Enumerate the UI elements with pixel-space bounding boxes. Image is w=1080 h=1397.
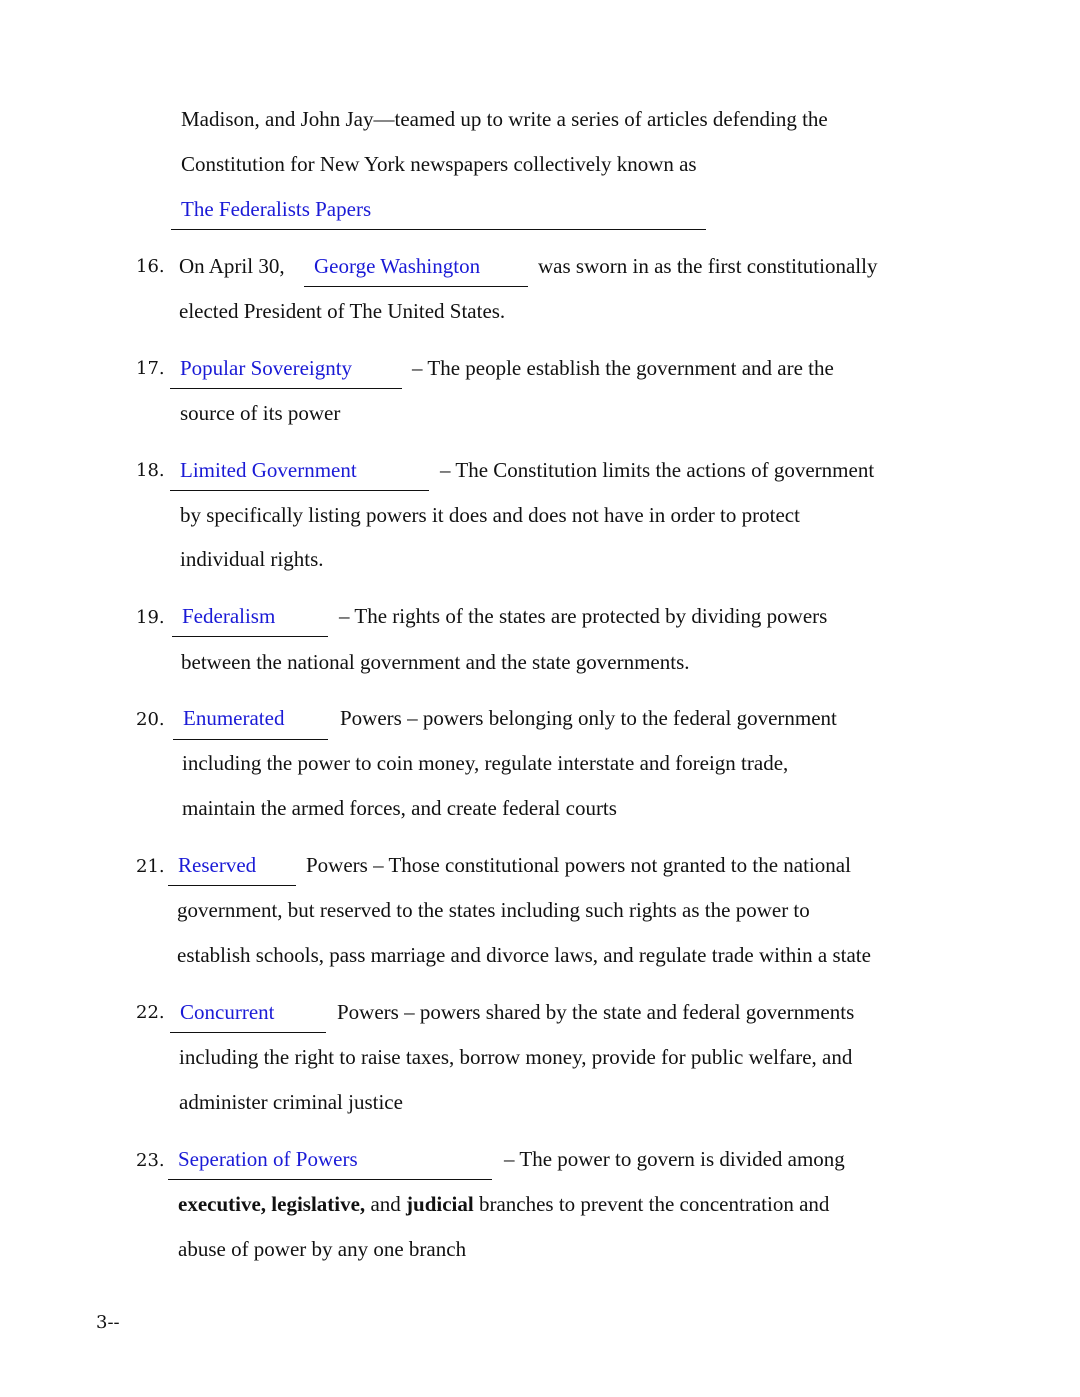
item-17-underline (170, 388, 402, 389)
item-23-underline (168, 1179, 492, 1180)
item-18-line-3: individual rights. (180, 547, 324, 571)
item-17-number: 17. (136, 358, 165, 379)
item-20-line-2: including the power to coin money, regulate interstate and foreign trade, (182, 751, 789, 775)
item-17-answer: Popular Sovereignty (180, 356, 353, 380)
item-16-number: 16. (136, 256, 165, 277)
item-23-bold-judicial: judicial (406, 1192, 474, 1216)
item-18-number: 18. (136, 460, 165, 481)
intro-line-2: Constitution for New York newspapers collectively known as (181, 152, 697, 176)
item-21-underline (168, 885, 296, 886)
item-18-line-2: by specifically listing powers it does and does not have in order to protect (180, 503, 800, 527)
item-18-answer: Limited Government (180, 458, 357, 482)
item-21-answer: Reserved (178, 853, 257, 877)
item-23-answer: Seperation of Powers (178, 1147, 358, 1171)
item-23-bold-executive-legislative: executive, legislative, (178, 1192, 366, 1216)
item-23-rest: branches to prevent the concentration and (478, 1192, 830, 1216)
item-23-after: – The power to govern is divided among (504, 1147, 845, 1171)
item-22-line-3: administer criminal justice (179, 1090, 403, 1114)
item-19-number: 19. (136, 607, 165, 628)
intro-line-1: Madison, and John Jay—teamed up to write a series of articles defending the (181, 107, 828, 131)
item-19-underline (172, 636, 328, 637)
item-20-number: 20. (136, 709, 165, 730)
item-23-line-3: abuse of power by any one branch (178, 1237, 467, 1261)
item-23-and: and (370, 1192, 401, 1216)
item-22-answer: Concurrent (180, 1000, 275, 1024)
item-16-pre: On April 30, (179, 254, 285, 278)
item-19-answer: Federalism (182, 604, 276, 628)
item-16-after: was sworn in as the first constitutionally (538, 254, 878, 278)
item-20-answer: Enumerated (183, 706, 285, 730)
item-20-after: Powers – powers belonging only to the federal government (340, 706, 837, 730)
item-16-answer: George Washington (314, 254, 481, 278)
item-21-number: 21. (136, 856, 165, 877)
item-21-after: Powers – Those constitutional powers not granted to the national (306, 853, 851, 877)
item-16-line-2: elected President of The United States. (179, 299, 506, 323)
item-16-underline (304, 286, 528, 287)
item-22-after: Powers – powers shared by the state and federal governments (337, 1000, 855, 1024)
item-19-line-2: between the national government and the state governments. (181, 650, 690, 674)
item-17-after: – The people establish the government and are the (412, 356, 834, 380)
item-18-underline (170, 490, 429, 491)
item-19-after: – The rights of the states are protected by dividing powers (339, 604, 828, 628)
item-18-after: – The Constitution limits the actions of government (440, 458, 875, 482)
item-20-underline (173, 739, 328, 740)
item-20-line-3: maintain the armed forces, and create federal courts (182, 796, 617, 820)
item-21-line-2: government, but reserved to the states including such rights as the power to (177, 898, 810, 922)
intro-answer-underline (171, 229, 706, 230)
intro-answer: The Federalists Papers (181, 197, 372, 221)
item-21-line-3: establish schools, pass marriage and divorce laws, and regulate trade within a state (177, 943, 871, 967)
item-17-line-2: source of its power (180, 401, 341, 425)
item-22-number: 22. (136, 1002, 165, 1023)
item-22-line-2: including the right to raise taxes, borrow money, provide for public welfare, and (179, 1045, 853, 1069)
item-23-line-2 (178, 1191, 829, 1217)
page-number: 3-- (96, 1312, 120, 1333)
item-22-underline (170, 1032, 326, 1033)
item-23-number: 23. (136, 1150, 165, 1171)
